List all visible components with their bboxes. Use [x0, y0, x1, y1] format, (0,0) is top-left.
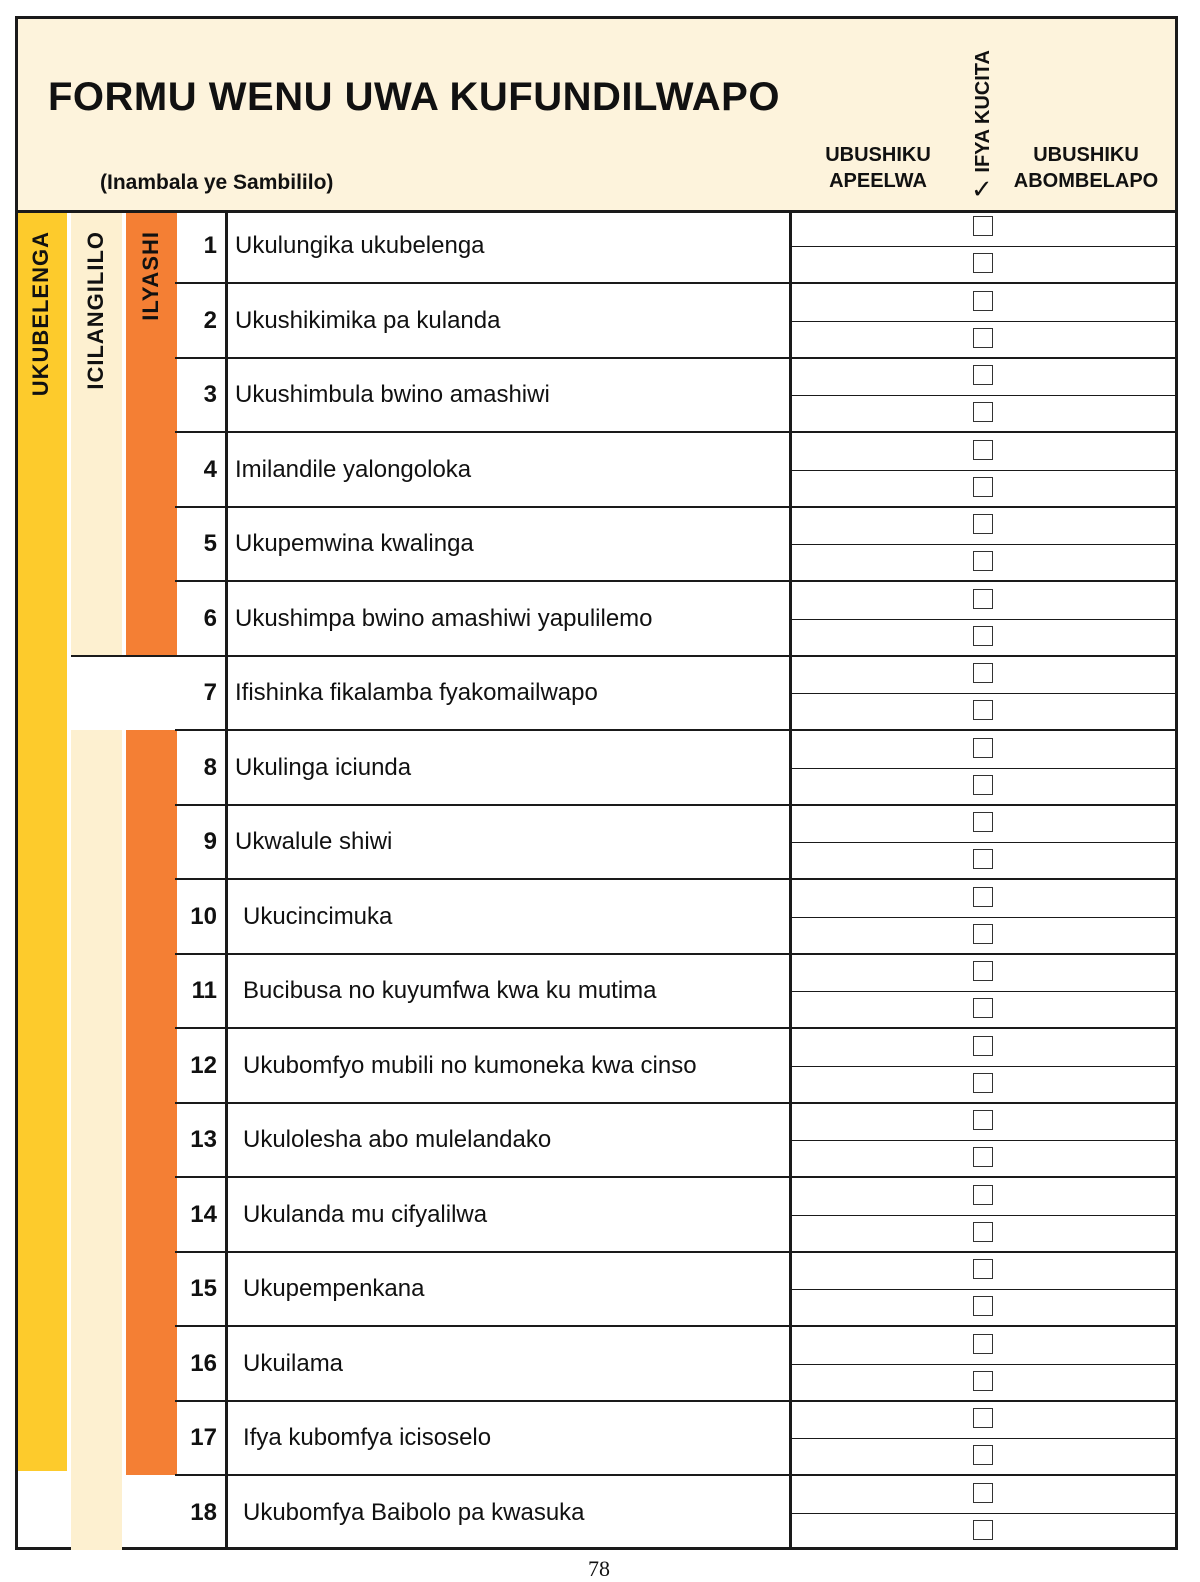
lesson-number: 9: [203, 828, 217, 855]
checkbox-assignment[interactable]: [973, 812, 993, 832]
checkbox-exercise[interactable]: [973, 328, 993, 348]
lesson-title: Ukubomfya Baibolo pa kwasuka: [243, 1498, 585, 1526]
lesson-title: Ukushikimika pa kulanda: [235, 306, 501, 334]
lesson-title: Ukulanda mu cifyalilwa: [243, 1200, 488, 1228]
checkbox-exercise[interactable]: [973, 253, 993, 273]
lesson-row: [175, 285, 1175, 359]
lesson-title: Ukupemwina kwalinga: [235, 530, 474, 557]
checkbox-exercise[interactable]: [973, 1371, 993, 1391]
column-header-check: [963, 27, 1003, 207]
row-split-line: [792, 1140, 1175, 1141]
lesson-number: 14: [190, 1200, 217, 1228]
checkbox-exercise[interactable]: [973, 998, 993, 1018]
lesson-row: [175, 1328, 1175, 1402]
lesson-title: Ukulolesha abo mulelandako: [243, 1126, 552, 1153]
lesson-title: Ukuilama: [243, 1349, 344, 1377]
lesson-title: Ukulungika ukubelenga: [235, 232, 485, 259]
band-reading-label: UKUBELENGA: [28, 231, 53, 397]
checkbox-exercise[interactable]: [973, 626, 993, 646]
checkbox-assignment[interactable]: [973, 440, 993, 460]
lesson-row: [175, 881, 1175, 955]
column-header-date-assigned: UBUSHIKU APEELWA: [825, 144, 931, 192]
checkbox-exercise[interactable]: [973, 1445, 993, 1465]
band-speech-2: [126, 730, 177, 1475]
row-split-line: [792, 768, 1175, 769]
row-split-line: [792, 619, 1175, 620]
column-header-date-completed: UBUSHIKU ABOMBELAPO: [1013, 144, 1159, 192]
checkbox-exercise[interactable]: [973, 1073, 993, 1093]
page-number: 78: [588, 1556, 610, 1581]
lesson-number: 6: [203, 604, 217, 632]
lesson-number: 8: [203, 753, 217, 781]
checkbox-assignment[interactable]: [973, 291, 993, 311]
lesson-number: 18: [190, 1498, 217, 1526]
lesson-number: 3: [203, 381, 217, 408]
row-split-line: [792, 395, 1175, 396]
checkbox-assignment[interactable]: [973, 1110, 993, 1130]
form-header: [18, 19, 1175, 213]
band-example-label: ICILANGILILO: [83, 231, 108, 390]
band-example-1: [71, 213, 122, 656]
lesson-number: 2: [203, 306, 217, 334]
checkbox-assignment[interactable]: [973, 1185, 993, 1205]
lesson-title: Bucibusa no kuyumfwa kwa ku mutima: [243, 977, 657, 1004]
checkbox-exercise[interactable]: [973, 1222, 993, 1242]
checkbox-assignment[interactable]: [973, 1483, 993, 1503]
checkbox-exercise[interactable]: [973, 775, 993, 795]
row-split-line: [792, 1066, 1175, 1067]
lesson-title: Ukushimbula bwino amashiwi: [235, 381, 550, 408]
checkbox-exercise[interactable]: [973, 402, 993, 422]
lesson-title: Ukwalule shiwi: [235, 828, 393, 855]
row-split-line: [792, 246, 1175, 247]
lesson-row: [175, 657, 1175, 731]
checkbox-assignment[interactable]: [973, 663, 993, 683]
checkbox-assignment[interactable]: [973, 1408, 993, 1428]
lesson-number: 7: [203, 679, 217, 706]
lesson-row: [175, 1179, 1175, 1253]
lesson-row: [175, 583, 1175, 657]
checkbox-assignment[interactable]: [973, 365, 993, 385]
band-speech-1: [126, 213, 177, 656]
row-split-line: [792, 917, 1175, 918]
checkbox-assignment[interactable]: [973, 589, 993, 609]
checkbox-exercise[interactable]: [973, 924, 993, 944]
band-example-2: [71, 730, 122, 1550]
checkbox-exercise[interactable]: [973, 551, 993, 571]
row-split-line: [792, 321, 1175, 322]
form-subtitle: (Inambala ye Sambililo): [100, 171, 334, 194]
checkbox-exercise[interactable]: [973, 700, 993, 720]
lesson-number: 17: [190, 1424, 217, 1451]
band-speech-label: ILYASHI: [138, 231, 163, 321]
lesson-row: [175, 955, 1175, 1029]
checkbox-exercise[interactable]: [973, 477, 993, 497]
lesson-row: [175, 732, 1175, 806]
lesson-title: Ukushimpa bwino amashiwi yapulilemo: [235, 604, 653, 632]
row-split-line: [792, 1289, 1175, 1290]
lesson-row: [175, 1253, 1175, 1327]
checkbox-assignment[interactable]: [973, 1334, 993, 1354]
row-split-line: [792, 693, 1175, 694]
row-split-line: [792, 842, 1175, 843]
form-title: FORMU WENU UWA KUFUNDILWAPO: [48, 75, 780, 119]
lesson-row: [175, 359, 1175, 433]
checkbox-assignment[interactable]: [973, 961, 993, 981]
lesson-row: [175, 1104, 1175, 1178]
checkmark-icon: ✓: [971, 174, 993, 204]
checkbox-assignment[interactable]: [973, 738, 993, 758]
lesson-number: 12: [190, 1051, 217, 1079]
lesson-row: [175, 508, 1175, 582]
column-header-check-label: IFYA KUCITA: [972, 50, 994, 173]
checkbox-assignment[interactable]: [973, 1259, 993, 1279]
lesson-number: 16: [190, 1349, 217, 1377]
lesson-number: 15: [190, 1275, 217, 1302]
lesson-title: Ukubomfyo mubili no kumoneka kwa cinso: [243, 1051, 697, 1079]
lesson-number: 4: [203, 455, 217, 483]
lesson-row: [175, 806, 1175, 880]
lesson-row: [175, 1402, 1175, 1476]
lesson-number: 13: [190, 1126, 217, 1153]
lesson-row: [175, 1477, 1175, 1551]
lesson-number: 10: [190, 902, 217, 930]
checkbox-assignment[interactable]: [973, 887, 993, 907]
lesson-title: Ifishinka fikalamba fyakomailwapo: [235, 679, 598, 706]
lesson-title: Ukupempenkana: [243, 1275, 425, 1302]
checkbox-assignment[interactable]: [973, 514, 993, 534]
band-reading: [18, 213, 67, 1471]
lesson-title: Ukucincimuka: [243, 902, 393, 930]
row-split-line: [792, 544, 1175, 545]
lesson-row: [175, 1030, 1175, 1104]
lesson-progress-form: [15, 16, 1178, 1550]
row-split-line: [792, 1364, 1175, 1365]
checkbox-exercise[interactable]: [973, 1147, 993, 1167]
lesson-row: [175, 210, 1175, 284]
row-split-line: [792, 1438, 1175, 1439]
checkbox-exercise[interactable]: [973, 1296, 993, 1316]
checkbox-assignment[interactable]: [973, 1036, 993, 1056]
checkbox-exercise[interactable]: [973, 849, 993, 869]
row-split-line: [792, 991, 1175, 992]
lesson-title: Ukulinga iciunda: [235, 753, 412, 781]
row-split-line: [792, 470, 1175, 471]
checkbox-assignment[interactable]: [973, 216, 993, 236]
lesson-title: Ifya kubomfya icisoselo: [243, 1424, 492, 1451]
lesson-number: 1: [203, 232, 217, 259]
lesson-row: [175, 434, 1175, 508]
checkbox-exercise[interactable]: [973, 1520, 993, 1540]
lesson-number: 5: [203, 530, 217, 557]
lesson-title: Imilandile yalongoloka: [235, 455, 472, 483]
row-split-line: [792, 1215, 1175, 1216]
row-split-line: [792, 1513, 1175, 1514]
lesson-number: 11: [191, 977, 217, 1004]
